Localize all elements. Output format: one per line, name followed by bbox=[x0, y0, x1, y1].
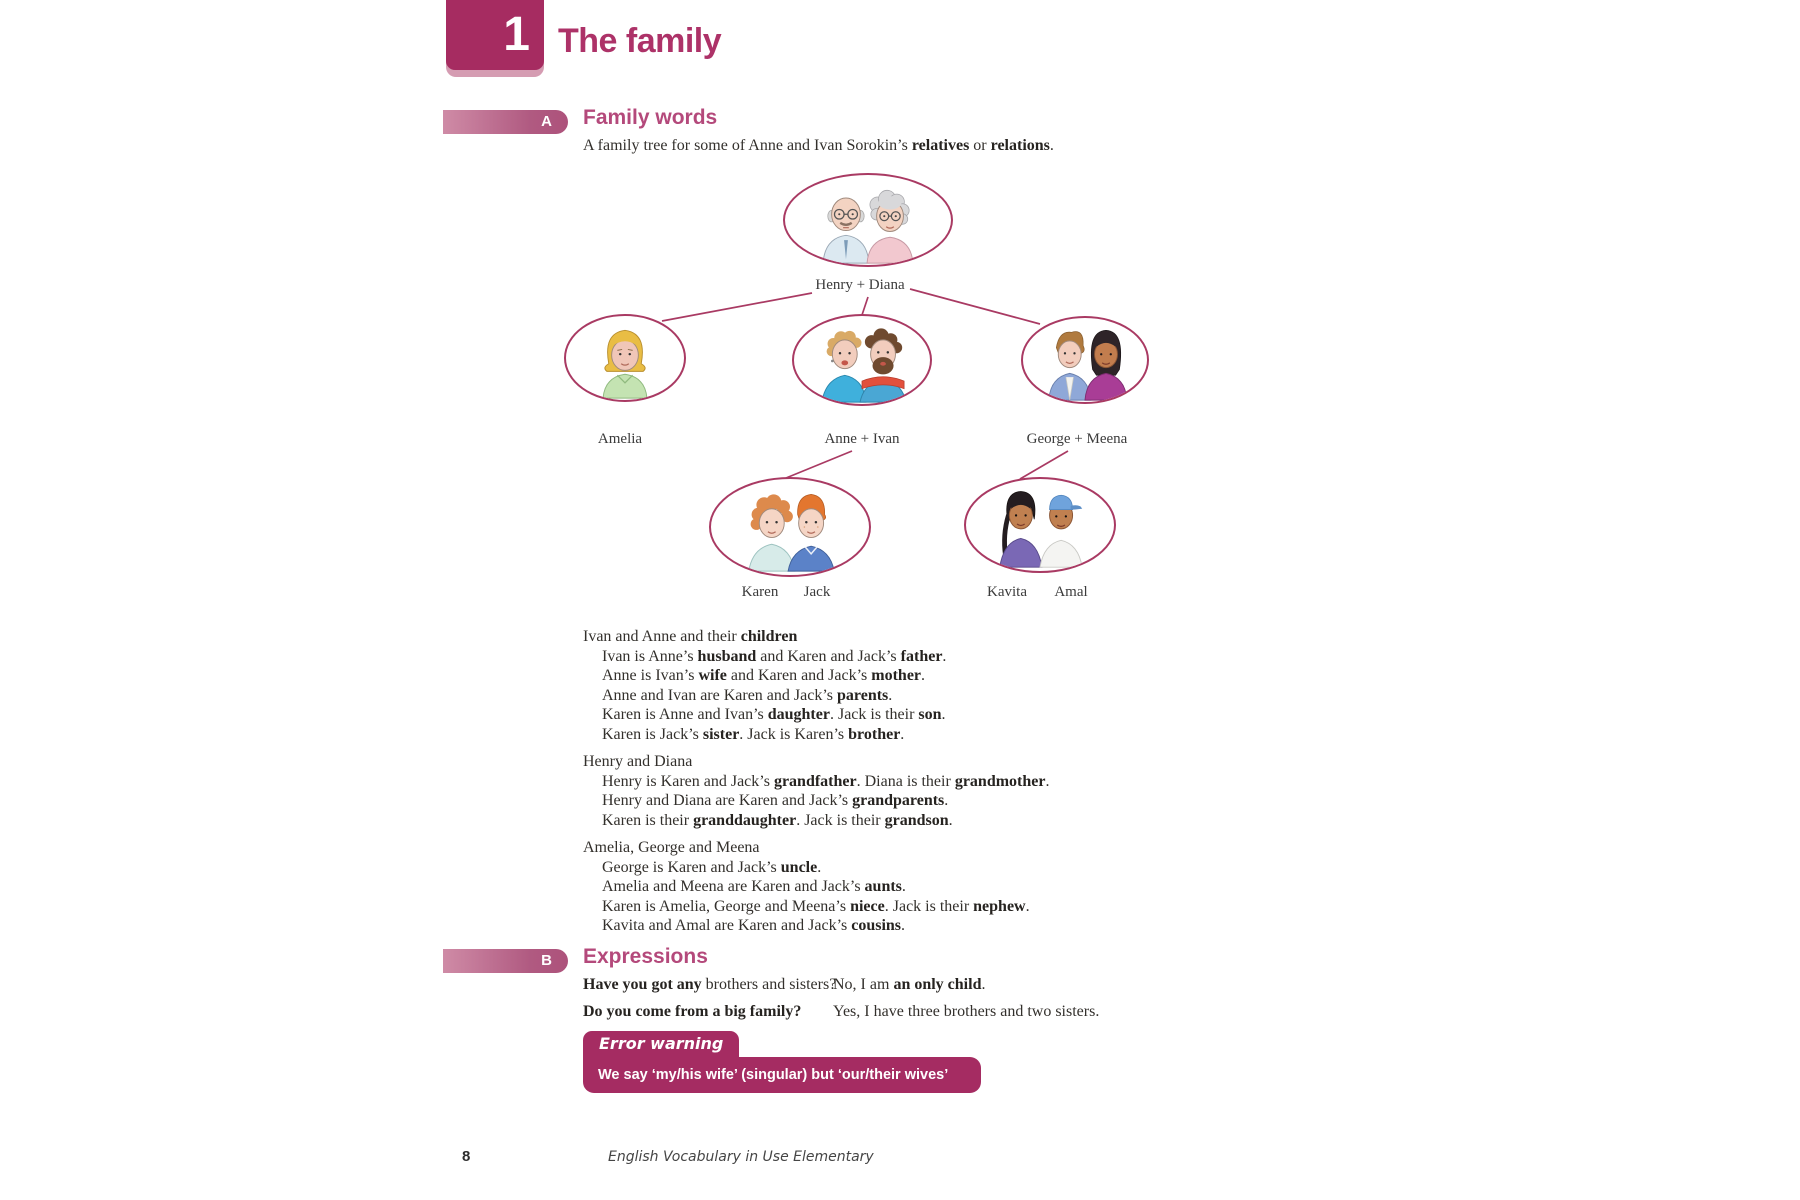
label-kavita: Kavita bbox=[987, 584, 1027, 600]
page-title: The family bbox=[558, 22, 722, 60]
label-amal: Amal bbox=[1054, 584, 1088, 600]
relation-line: Henry and Diana are Karen and Jack’s grandparents. bbox=[602, 792, 949, 809]
question-line: Do you come from a big family? bbox=[583, 1002, 802, 1020]
expressions-answers bbox=[833, 972, 1163, 1025]
label-george-meena: George + Meena bbox=[1026, 431, 1128, 447]
george-meena-oval bbox=[1021, 316, 1149, 404]
error-warning-box bbox=[583, 1057, 981, 1119]
unit-number: 1 bbox=[503, 8, 530, 61]
error-warning-tab bbox=[583, 1031, 739, 1057]
kavita-amal-illustration bbox=[966, 479, 1114, 571]
answer-line: No, I am an only child. bbox=[833, 976, 986, 993]
answer-line: Yes, I have three brothers and two sisters. bbox=[833, 1002, 1100, 1020]
karen-jack-oval bbox=[709, 477, 871, 577]
error-warning-label: Error warning bbox=[599, 1034, 724, 1053]
block-heading: Amelia, George and Meena bbox=[583, 839, 760, 856]
relation-line: Anne and Ivan are Karen and Jack’s parents. bbox=[602, 686, 893, 704]
label-amelia: Amelia bbox=[597, 431, 643, 447]
error-warning-text: We say ‘my/his wife’ (singular) but ‘our/their wives’ (plural). bbox=[598, 1067, 948, 1119]
label-jack: Jack bbox=[803, 584, 831, 600]
section-b-bar bbox=[443, 949, 568, 973]
henry-diana-oval bbox=[783, 173, 953, 267]
section-a-bar bbox=[443, 110, 568, 134]
label-henry-diana: Henry + Diana bbox=[815, 277, 905, 293]
section-b-title: Expressions bbox=[583, 945, 708, 968]
henry-diana-illustration bbox=[785, 175, 951, 265]
amelia-illustration bbox=[566, 316, 684, 400]
relation-line: Karen is Jack’s sister. Jack is Karen’s brother. bbox=[602, 725, 905, 743]
book-title: English Vocabulary in Use Elementary bbox=[608, 1149, 874, 1165]
anne-ivan-illustration bbox=[794, 316, 930, 404]
relation-line: Ivan is Anne’s husband and Karen and Jack’s father. bbox=[602, 647, 947, 665]
label-anne-ivan: Anne + Ivan bbox=[824, 431, 900, 447]
block-heading: Ivan and Anne and their children bbox=[583, 628, 798, 645]
page-number: 8 bbox=[462, 1148, 471, 1165]
question-line: Have you got any brothers and sisters? bbox=[583, 976, 837, 993]
section-a-label: A bbox=[541, 113, 552, 130]
section-a-title: Family words bbox=[583, 106, 718, 129]
relation-line: Amelia and Meena are Karen and Jack’s aunts. bbox=[602, 878, 906, 895]
george-meena-illustration bbox=[1023, 318, 1147, 402]
relation-line: Karen is Amelia, George and Meena’s niece. Jack is their nephew. bbox=[602, 897, 1030, 915]
block-heading: Henry and Diana bbox=[583, 753, 693, 770]
expressions-questions bbox=[583, 972, 843, 1025]
relations-block-aunts-uncles bbox=[583, 838, 1223, 936]
relation-line: George is Karen and Jack’s uncle. bbox=[602, 858, 822, 876]
relations-block-children bbox=[583, 627, 1223, 744]
relation-line: Karen is Anne and Ivan’s daughter. Jack is their son. bbox=[602, 706, 946, 723]
relation-line: Karen is their granddaughter. Jack is their grandson. bbox=[602, 811, 953, 829]
relation-line: Henry is Karen and Jack’s grandfather. Diana is their grandmother. bbox=[602, 772, 1050, 790]
relation-line: Kavita and Amal are Karen and Jack’s cousins. bbox=[602, 917, 906, 934]
label-karen: Karen bbox=[741, 584, 779, 600]
unit-number-box bbox=[446, 0, 544, 70]
kavita-amal-oval bbox=[964, 477, 1116, 573]
section-b-label: B bbox=[541, 952, 552, 969]
relation-line: Anne is Ivan’s wife and Karen and Jack’s mother. bbox=[602, 667, 926, 684]
karen-jack-illustration bbox=[711, 479, 869, 575]
family-relations-text bbox=[583, 627, 1223, 944]
amelia-oval bbox=[564, 314, 686, 402]
anne-ivan-oval bbox=[792, 314, 932, 406]
relations-block-grandparents bbox=[583, 752, 1223, 830]
section-a-intro: A family tree for some of Anne and Ivan Sorokin’s relatives or relations. bbox=[583, 137, 1054, 154]
